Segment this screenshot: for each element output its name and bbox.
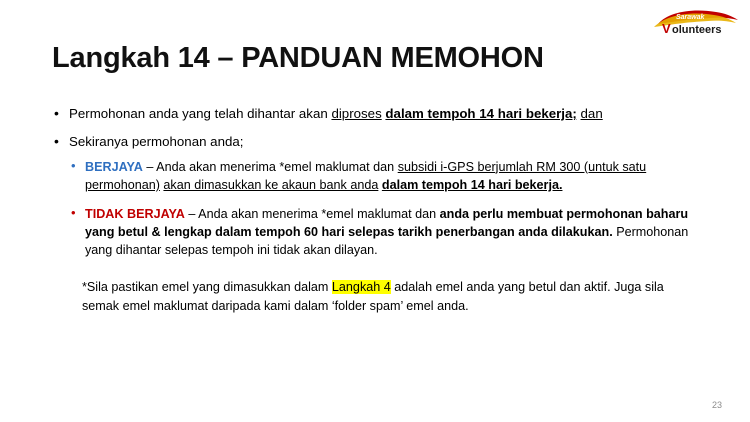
sub-bullet-berjaya-label: BERJAYA [85, 159, 143, 174]
bullet-1 [52, 105, 702, 124]
footnote-sila-pastikan: *Sila pastikan emel yang dimasukkan dalam Langkah 4 adalah emel anda yang betul dan aktif. Juga sila semak emel maklumat daripada kami dalam ‘folder spam’ emel anda. [82, 279, 664, 313]
bullet-2 [52, 133, 702, 260]
sub-bullet-list [69, 158, 702, 260]
sub-bullet-tidak-berjaya-label: TIDAK BERJAYA [85, 206, 185, 221]
sarawak-volunteers-logo [646, 4, 742, 38]
bullet-2-text: Sekiranya permohonan anda; [69, 133, 244, 149]
slide-body [52, 105, 702, 315]
sub-bullet-berjaya: • BERJAYA – Anda akan menerima *emel maklumat dan subsidi i-GPS berjumlah RM 300 (untuk satu permohonan) akan dimasukkan ke akaun bank anda dalam tempoh 14 hari bekerja. [69, 158, 702, 195]
bullet-1-text: Permohonan anda yang telah dihantar akan diproses dalam tempoh 14 hari bekerja; dan [69, 106, 603, 121]
logo-line2b: olunteers [672, 24, 722, 36]
highlight-langkah-4: Langkah 4 [331, 279, 391, 294]
sub-bullet-tidak-berjaya: • TIDAK BERJAYA – Anda akan menerima *emel maklumat dan anda perlu membuat permohonan baharu yang betul & lengkap dalam tempoh 60 hari selepas tarikh penerbangan anda dilakukan. Permohonan yang dihantar selepas tempoh ini tidak akan dilayan. [69, 205, 702, 260]
page-number: 23 [711, 400, 722, 410]
logo-line1: Sarawak [676, 14, 705, 21]
logo-line2: V [662, 21, 671, 36]
page-title: Langkah 14 – PANDUAN MEMOHON [52, 42, 544, 74]
bullet-list [52, 105, 702, 260]
